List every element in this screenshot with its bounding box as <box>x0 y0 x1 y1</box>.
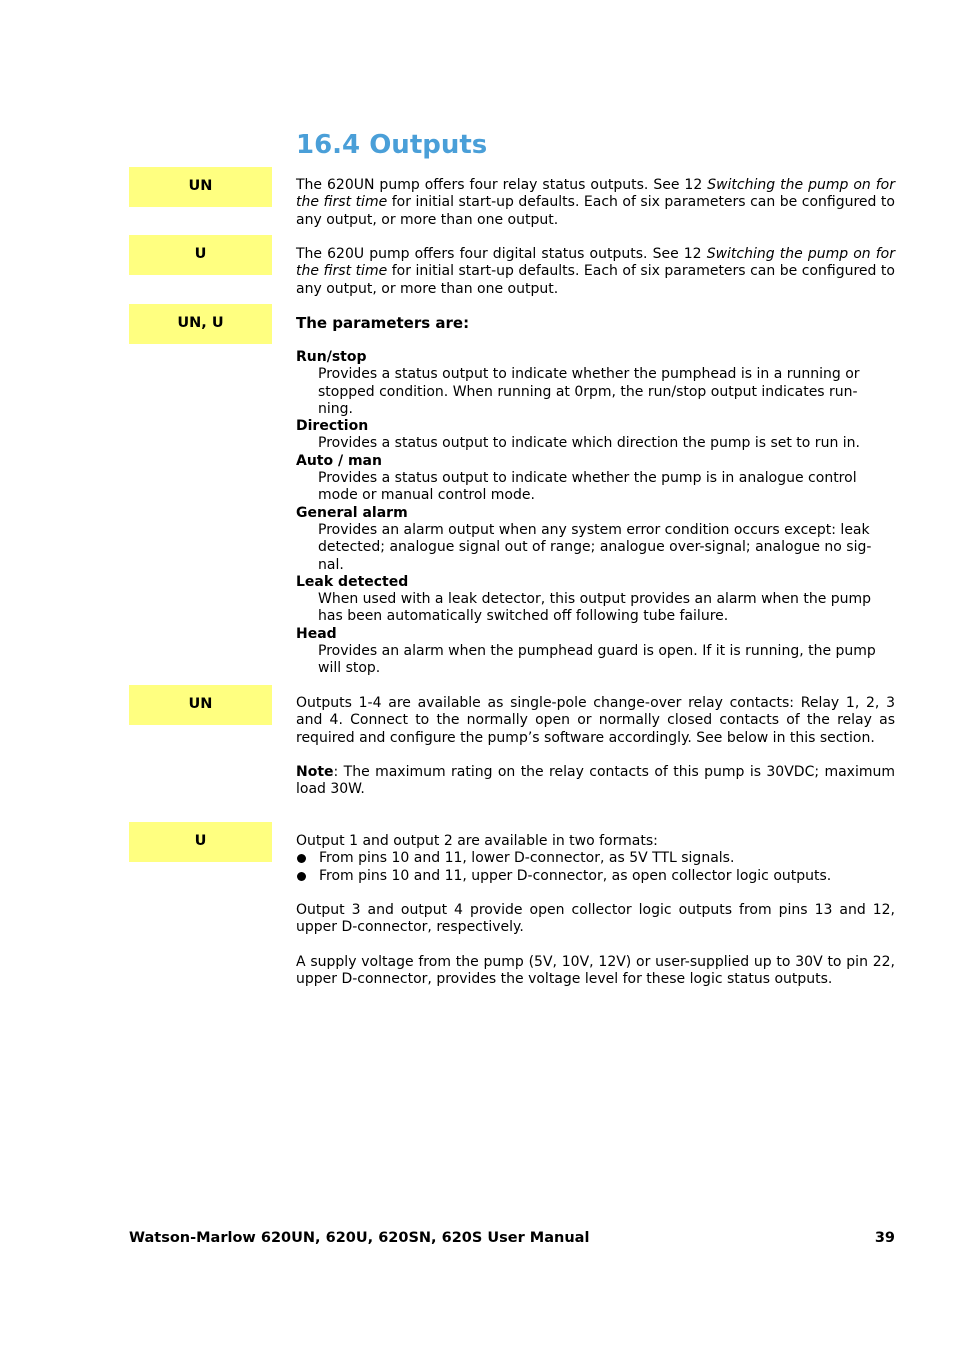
intro-u-reference: Switching the pump on for the first time <box>296 246 895 280</box>
model-tag-u: U <box>129 822 272 862</box>
parameter-name: Auto / man <box>296 452 382 469</box>
bullet-text: From pins 10 and 11, upper D-connector, as open collector logic outputs. <box>319 867 832 884</box>
parameters-list <box>296 349 895 678</box>
u-outputs-paragraph-3: A supply voltage from the pump (5V, 10V, 12V) or user-supplied up to 30V to pin 22, upper D-connector, provides the voltage level for these logic status outputs. <box>296 954 895 988</box>
un-outputs-paragraph: Outputs 1-4 are available as single-pole change-over relay contacts: Relay 1, 2, 3 and 4. Connect to the normally open or normally closed contacts of the relay as required and configure the pump’s software accordingly. See below in this section. <box>296 695 895 746</box>
note-text: : The maximum rating on the relay contacts of this pump is 30VDC; maximum load 30W. <box>296 764 895 798</box>
intro-un-text-end: for initial start-up defaults. Each of six parameters can be configured to any output, or more than one output. <box>296 194 895 228</box>
parameter-item <box>296 574 895 626</box>
model-tag-un: UN <box>129 685 272 725</box>
intro-un-text: The 620UN pump offers four relay status outputs. See 12 <box>296 177 708 193</box>
note-paragraph <box>296 764 895 799</box>
parameter-description: Provides an alarm output when any system error condition occurs except: leak detected; analogue signal out of range; analogue over-signal; analogue no sig-nal. <box>318 521 872 573</box>
u-outputs-intro: Output 1 and output 2 are available in two formats: <box>296 833 658 849</box>
list-item <box>296 850 895 867</box>
model-tag-un: UN <box>129 167 272 207</box>
bullet-text: From pins 10 and 11, lower D-connector, as 5V TTL signals. <box>319 850 735 867</box>
parameters-heading: The parameters are: <box>296 314 470 332</box>
parameter-description: When used with a leak detector, this output provides an alarm when the pump has been automatically switched off following tube failure. <box>318 591 872 625</box>
intro-un-paragraph <box>296 177 895 229</box>
u-outputs-section <box>296 833 895 885</box>
manual-title: Watson-Marlow 620UN, 620U, 620SN, 620S User Manual <box>129 1230 590 1246</box>
parameter-name: Head <box>296 625 337 642</box>
u-outputs-paragraph-2: Output 3 and output 4 provide open collector logic outputs from pins 13 and 12, upper D-connector, respectively. <box>296 902 895 936</box>
intro-u-text-end: for initial start-up defaults. Each of six parameters can be configured to any output, or more than one output. <box>296 263 895 297</box>
page-number: 39 <box>874 1230 895 1246</box>
parameter-item <box>296 505 895 574</box>
section-title: 16.4 Outputs <box>296 130 488 160</box>
parameter-description: Provides a status output to indicate whether the pumphead is in a running or stopped condition. When running at 0rpm, the run/stop output indicates run-ning. <box>318 366 860 417</box>
note-label: Note <box>296 764 334 780</box>
model-tag-un-u: UN, U <box>129 304 272 344</box>
parameter-name: Run/stop <box>296 349 367 365</box>
intro-u-paragraph <box>296 246 895 298</box>
parameter-name: Direction <box>296 418 369 435</box>
parameter-item <box>296 626 895 678</box>
intro-un-reference: Switching the pump on for the first time <box>296 177 895 211</box>
page-footer <box>129 1230 895 1247</box>
parameter-name: General alarm <box>296 504 408 521</box>
parameter-description: Provides a status output to indicate which direction the pump is set to run in. <box>318 435 860 452</box>
bullet-icon <box>297 854 306 863</box>
parameter-description: Provides a status output to indicate whether the pump is in analogue control mode or manual control mode. <box>318 470 857 504</box>
model-tag-u: U <box>129 235 272 275</box>
intro-u-text: The 620U pump offers four digital status outputs. See 12 <box>296 246 707 262</box>
parameter-description: Provides an alarm when the pumphead guard is open. If it is running, the pump will stop. <box>318 643 876 677</box>
parameter-item <box>296 349 895 418</box>
parameter-item <box>296 418 895 453</box>
list-item <box>296 868 895 885</box>
parameter-item <box>296 453 895 505</box>
bullet-icon <box>297 872 306 881</box>
parameter-name: Leak detected <box>296 573 409 590</box>
